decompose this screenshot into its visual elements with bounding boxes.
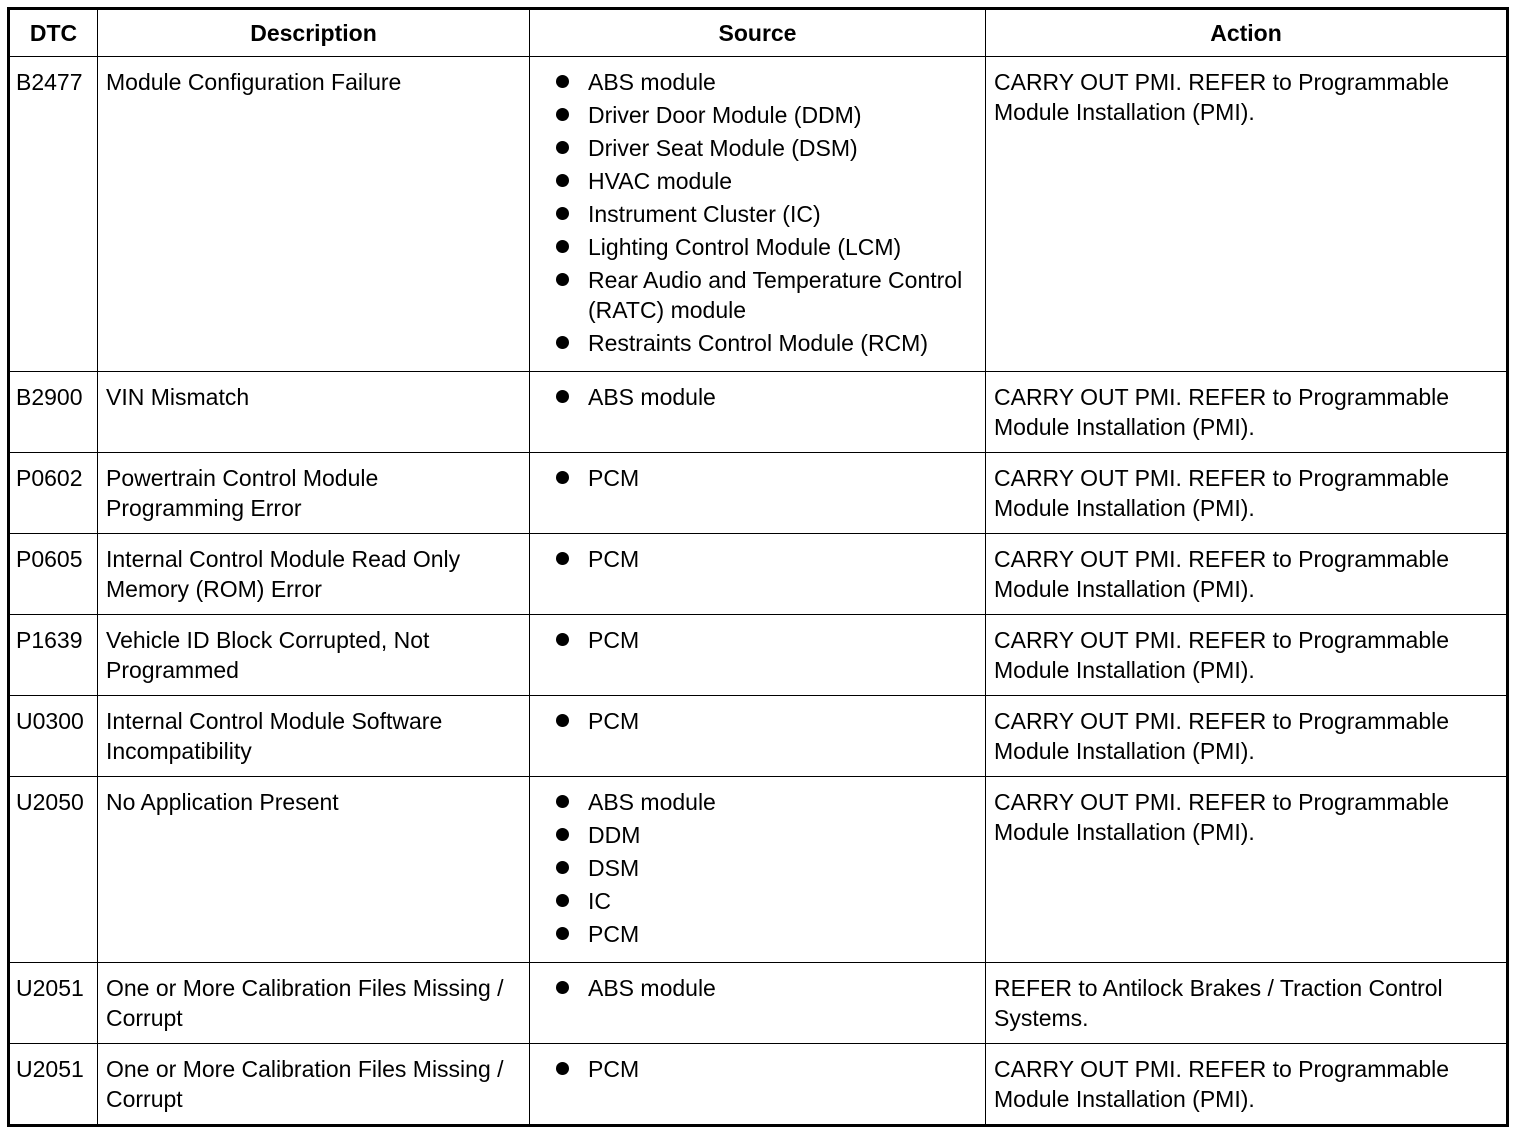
source-list-item	[556, 1054, 977, 1084]
cell-action: CARRY OUT PMI. REFER to Programmable Module Installation (PMI).	[986, 453, 1508, 534]
cell-description: One or More Calibration Files Missing / Corrupt	[98, 1044, 530, 1126]
bullet-icon	[556, 141, 569, 154]
source-list-item	[556, 382, 977, 412]
source-label: PCM	[588, 708, 640, 734]
source-label: ABS module	[588, 69, 716, 95]
source-list	[556, 544, 977, 574]
bullet-icon	[556, 981, 569, 994]
bullet-icon	[556, 795, 569, 808]
cell-dtc: U2050	[9, 777, 98, 963]
table-row	[9, 963, 1508, 1044]
table-row	[9, 534, 1508, 615]
source-list-item	[556, 328, 977, 358]
bullet-icon	[556, 75, 569, 88]
cell-dtc: P0605	[9, 534, 98, 615]
cell-dtc: B2900	[9, 372, 98, 453]
cell-description: Internal Control Module Read Only Memory (ROM) Error	[98, 534, 530, 615]
cell-source	[530, 372, 986, 453]
bullet-icon	[556, 828, 569, 841]
cell-source	[530, 1044, 986, 1126]
source-list	[556, 382, 977, 412]
table-row	[9, 453, 1508, 534]
source-label: Rear Audio and Temperature Control (RATC) module	[588, 267, 963, 323]
table-row	[9, 372, 1508, 453]
cell-description: Module Configuration Failure	[98, 57, 530, 372]
source-label: PCM	[588, 921, 640, 947]
source-label: PCM	[588, 627, 640, 653]
bullet-icon	[556, 273, 569, 286]
source-label: DDM	[588, 822, 641, 848]
source-list	[556, 706, 977, 736]
source-label: ABS module	[588, 975, 716, 1001]
cell-dtc: U0300	[9, 696, 98, 777]
bullet-icon	[556, 390, 569, 403]
source-list	[556, 973, 977, 1003]
source-list-item	[556, 853, 977, 883]
source-list-item	[556, 787, 977, 817]
cell-source	[530, 534, 986, 615]
cell-dtc: B2477	[9, 57, 98, 372]
cell-description: One or More Calibration Files Missing / Corrupt	[98, 963, 530, 1044]
bullet-icon	[556, 927, 569, 940]
cell-action: CARRY OUT PMI. REFER to Programmable Module Installation (PMI).	[986, 615, 1508, 696]
cell-dtc: U2051	[9, 1044, 98, 1126]
table-header-row	[9, 9, 1508, 57]
source-list	[556, 1054, 977, 1084]
source-list-item	[556, 544, 977, 574]
source-label: Restraints Control Module (RCM)	[588, 330, 928, 356]
header-description: Description	[98, 9, 530, 57]
bullet-icon	[556, 240, 569, 253]
source-list-item	[556, 463, 977, 493]
cell-description: Vehicle ID Block Corrupted, Not Programmed	[98, 615, 530, 696]
source-label: Instrument Cluster (IC)	[588, 201, 821, 227]
table-row	[9, 57, 1508, 372]
source-label: PCM	[588, 1056, 640, 1082]
source-list-item	[556, 706, 977, 736]
cell-action: CARRY OUT PMI. REFER to Programmable Module Installation (PMI).	[986, 57, 1508, 372]
cell-description: VIN Mismatch	[98, 372, 530, 453]
bullet-icon	[556, 108, 569, 121]
cell-action: CARRY OUT PMI. REFER to Programmable Module Installation (PMI).	[986, 534, 1508, 615]
source-label: PCM	[588, 546, 640, 572]
source-list-item	[556, 973, 977, 1003]
bullet-icon	[556, 207, 569, 220]
cell-source	[530, 57, 986, 372]
cell-source	[530, 963, 986, 1044]
source-list-item	[556, 67, 977, 97]
source-label: HVAC module	[588, 168, 733, 194]
bullet-icon	[556, 894, 569, 907]
source-list-item	[556, 625, 977, 655]
source-list-item	[556, 886, 977, 916]
source-list-item	[556, 919, 977, 949]
source-list-item	[556, 100, 977, 130]
source-list-item	[556, 199, 977, 229]
source-label: ABS module	[588, 789, 716, 815]
source-label: Lighting Control Module (LCM)	[588, 234, 902, 260]
bullet-icon	[556, 471, 569, 484]
source-list	[556, 463, 977, 493]
table-row	[9, 777, 1508, 963]
cell-source	[530, 696, 986, 777]
bullet-icon	[556, 861, 569, 874]
source-list-item	[556, 232, 977, 262]
source-label: ABS module	[588, 384, 716, 410]
source-list	[556, 787, 977, 949]
cell-description: Powertrain Control Module Programming Error	[98, 453, 530, 534]
cell-dtc: P1639	[9, 615, 98, 696]
bullet-icon	[556, 336, 569, 349]
cell-action: CARRY OUT PMI. REFER to Programmable Module Installation (PMI).	[986, 777, 1508, 963]
header-source: Source	[530, 9, 986, 57]
cell-description: No Application Present	[98, 777, 530, 963]
table-body	[9, 57, 1508, 1126]
source-label: DSM	[588, 855, 640, 881]
cell-dtc: P0602	[9, 453, 98, 534]
source-list-item	[556, 820, 977, 850]
source-list-item	[556, 133, 977, 163]
source-label: PCM	[588, 465, 640, 491]
bullet-icon	[556, 633, 569, 646]
dtc-table-container	[7, 7, 1506, 1127]
cell-description: Internal Control Module Software Incompatibility	[98, 696, 530, 777]
header-dtc: DTC	[9, 9, 98, 57]
cell-action: CARRY OUT PMI. REFER to Programmable Module Installation (PMI).	[986, 696, 1508, 777]
cell-source	[530, 777, 986, 963]
source-list-item	[556, 265, 977, 325]
bullet-icon	[556, 1062, 569, 1075]
bullet-icon	[556, 174, 569, 187]
source-label: IC	[588, 888, 611, 914]
table-row	[9, 1044, 1508, 1126]
cell-action: REFER to Antilock Brakes / Traction Control Systems.	[986, 963, 1508, 1044]
source-label: Driver Door Module (DDM)	[588, 102, 862, 128]
bullet-icon	[556, 714, 569, 727]
cell-action: CARRY OUT PMI. REFER to Programmable Module Installation (PMI).	[986, 372, 1508, 453]
cell-source	[530, 453, 986, 534]
bullet-icon	[556, 552, 569, 565]
cell-action: CARRY OUT PMI. REFER to Programmable Module Installation (PMI).	[986, 1044, 1508, 1126]
cell-source	[530, 615, 986, 696]
table-row	[9, 615, 1508, 696]
header-action: Action	[986, 9, 1508, 57]
source-list	[556, 67, 977, 358]
table-row	[9, 696, 1508, 777]
cell-dtc: U2051	[9, 963, 98, 1044]
dtc-table	[7, 7, 1509, 1127]
source-list-item	[556, 166, 977, 196]
source-list	[556, 625, 977, 655]
source-label: Driver Seat Module (DSM)	[588, 135, 858, 161]
